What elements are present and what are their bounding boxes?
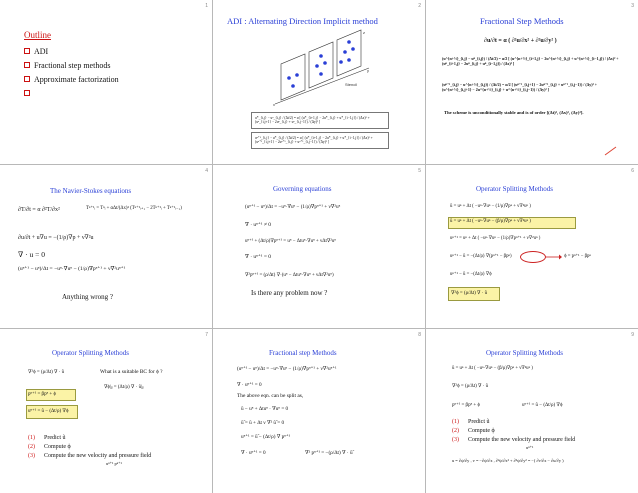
page-number: 7 <box>205 332 208 338</box>
bc-equation: ∇ϕ|ᵦ = (Δt/ρ) ∇ · ũ|ᵦ <box>104 385 144 390</box>
velocity-update: uⁿ⁺¹ = ũ − (Δt/ρ) ∇ϕ <box>28 409 69 414</box>
governing-eq-5: ∇²pⁿ⁺¹ = (ρ/Δt) ∇·(uⁿ − Δtuⁿ·∇uⁿ + νΔt∇²uⁿ) <box>245 273 334 278</box>
diffusion-equation: ∂T/∂t = α ∂²T/∂x² <box>18 207 60 213</box>
poisson-equation: ∇²ϕ = (ρ/Δt) ∇ · ũ <box>451 291 488 296</box>
checkbox-bullet-icon <box>24 62 30 68</box>
page-number: 4 <box>205 168 208 174</box>
adi-equation-2: uⁿ⁺¹_{i,j} − u*_{i,j} / (Δt/2) = α [ (u*_{i+1,j} − 2u*_{i,j} + u*_{i−1,j}) / (Δx)² + (uⁿ⁺¹_{i,j+1} − 2uⁿ⁺¹_{i,j} + uⁿ⁺¹_{i,j−1}) / (Δy)² ] <box>251 132 389 149</box>
governing-eq-4: ∇ · uⁿ⁺¹ = 0 <box>245 254 272 260</box>
slide-fractional-step <box>426 0 638 164</box>
arrow-icon <box>546 253 562 261</box>
svg-text:z: z <box>363 30 365 35</box>
split-eq-3: uⁿ⁺¹ = uⁿ + Δt ( −uⁿ·∇uⁿ − (1/ρ)∇pⁿ⁺¹ + ν∇²uⁿ ) <box>450 236 541 241</box>
slide-title: Operator Splitting Methods <box>52 349 129 357</box>
slide-title: ADI : Alternating Direction Implicit method <box>227 16 378 26</box>
stability-note: The scheme is unconditionally stable and is of order [(Δt)², (Δx)², (Δy)²]. <box>444 110 584 115</box>
slide-operator-splitting-3 <box>426 329 638 493</box>
slide-operator-splitting-2 <box>0 329 212 493</box>
split-eq-4: uⁿ⁺¹ − ũ = −(Δt/ρ) ∇(pⁿ⁺¹ − βpⁿ) <box>450 254 512 259</box>
fs-eq-2: ∇ · uⁿ⁺¹ = 0 <box>237 382 262 388</box>
outline-item <box>24 86 119 100</box>
slide-title: Operator Splitting Methods <box>486 349 563 357</box>
heat-equation: ∂u/∂t = α ( ∂²u/∂x² + ∂²u/∂y² ) <box>484 38 557 44</box>
slide-title: Governing equations <box>273 185 332 193</box>
streamfunction-equation: u = ∂ψ/∂y , v = −∂ψ/∂x , ∂²ψ/∂x² + ∂²ψ/∂y² = −( ∂v/∂x − ∂u/∂y ) <box>452 458 564 463</box>
pen-mark-icon <box>604 146 618 156</box>
slide-fractional-step-ns <box>213 329 425 493</box>
page-number: 8 <box>418 332 421 338</box>
slide-title: Outline <box>24 30 51 40</box>
slide-operator-splitting-1 <box>426 165 638 328</box>
fs-eq-4: ũ̃ = ũ + Δt ν ∇² ũ̃ = 0 <box>241 420 285 426</box>
step-3-symbols: uⁿ⁺¹ pⁿ⁺¹ <box>106 461 122 466</box>
slide-title: Fractional Step Methods <box>480 16 564 26</box>
svg-text:x: x <box>273 102 275 107</box>
page-number: 3 <box>631 3 634 9</box>
poisson-equation: ∇²ϕ = (ρ/Δt) ∇ · ũ <box>28 370 65 375</box>
slide-outline <box>0 0 212 164</box>
outline-list <box>24 44 119 100</box>
steps-list <box>28 433 151 460</box>
governing-eq-3: uⁿ⁺¹ + (Δt/ρ)∇pⁿ⁺¹ = uⁿ − Δtuⁿ·∇uⁿ + νΔt∇²uⁿ <box>245 239 336 244</box>
adi-grid-diagram <box>271 28 381 108</box>
implicit-scheme-equation: Tⁿ⁺¹ᵢ = Tⁿᵢ + αΔt/(Δx)² (Tⁿ⁺¹ᵢ₊₁ − 2Tⁿ⁺¹ᵢ + Tⁿ⁺¹ᵢ₋₁) <box>86 206 182 211</box>
fs-eq-3: ũ − uⁿ + Δtuⁿ · ∇uⁿ = 0 <box>241 406 289 412</box>
slide-title: The Navier-Stokes equations <box>50 187 132 195</box>
os-eq-3: pⁿ⁺¹ = βpⁿ + ϕ <box>452 403 481 408</box>
split-eq-6: uⁿ⁺¹ − ũ = −(Δt/ρ) ∇ϕ <box>450 272 492 277</box>
question-text: Is there any problem now ? <box>251 289 328 297</box>
os-eq-1: ũ = uⁿ + Δt ( −uⁿ·∇uⁿ − (β/ρ)∇pⁿ + ν∇²uⁿ ) <box>452 366 533 371</box>
checkbox-bullet-icon <box>24 48 30 54</box>
slide-title: Fractional step Methods <box>269 349 337 357</box>
page-number: 2 <box>418 3 421 9</box>
checkbox-bullet-icon <box>24 90 30 96</box>
question-text: Anything wrong ? <box>62 293 113 301</box>
os-eq-4: uⁿ⁺¹ = ũ − (Δt/ρ) ∇ϕ <box>522 403 563 408</box>
half-step-equation: (u^{n+½}_{i,j} − uⁿ_{i,j}) / (Δt/2) = α/2 [ (u^{n+½}_{i+1,j} − 2u^{n+½}_{i,j} + u^{n+½}_{i−1,j}) / (Δx)² + (uⁿ_{i+1,j} − 2uⁿ_{i,j} + uⁿ_{i−1,j}) / (Δx)² ] <box>442 56 619 67</box>
highlight-box <box>520 251 546 263</box>
pressure-update: pⁿ⁺¹ = βpⁿ + ϕ <box>28 392 57 397</box>
step-item: (3) Compute the new velocity and pressure field <box>452 436 576 443</box>
fs-eq-5: uⁿ⁺¹ = ũ̃ − (Δt/ρ) ∇ pⁿ⁺¹ <box>241 434 291 440</box>
svg-text:Stencil: Stencil <box>345 82 358 87</box>
page-number: 1 <box>205 3 208 9</box>
split-eq-2: ũ = uⁿ + Δt ( −uⁿ·∇uⁿ − (β/ρ)∇pⁿ + ν∇²uⁿ ) <box>450 219 531 224</box>
continuity-equation: ∇ · u = 0 <box>18 250 45 259</box>
slide-governing-equations <box>213 165 425 328</box>
slide-navier-stokes <box>0 165 212 328</box>
page-number: 5 <box>418 168 421 174</box>
full-step-equation: (uⁿ⁺¹_{i,j} − u^{n+½}_{i,j}) / (Δt/2) = α/2 [ (uⁿ⁺¹_{i,j+1} − 2uⁿ⁺¹_{i,j} + uⁿ⁺¹_{i,j−1}) / (Δy)² + (u^{n+½}_{i,j+1} − 2u^{n+½}_{i,j} + u^{n+½}_{i,j−1}) / (Δy)² ] <box>442 82 598 93</box>
governing-eq-2: ∇ · uⁿ⁺¹ ≠ 0 <box>245 222 271 228</box>
os-eq-2: ∇²ϕ = (ρ/Δt) ∇ · ũ <box>452 384 489 389</box>
step-item: (3) Compute the new velocity and pressure field <box>28 452 152 459</box>
bc-question: What is a suitable BC for ϕ ? <box>100 369 163 375</box>
page-number: 6 <box>631 168 634 174</box>
page-number: 9 <box>631 332 634 338</box>
step-item: (2) Compute ϕ <box>452 427 495 434</box>
governing-eq-1: (uⁿ⁺¹ − uⁿ)/Δt = −uⁿ·∇uⁿ − (1/ρ)∇pⁿ⁺¹ + ν∇²uⁿ <box>245 204 341 210</box>
phi-definition: ϕ = pⁿ⁺¹ − βpⁿ <box>564 254 591 259</box>
step-3-symbol: uⁿ⁺¹ <box>526 445 534 450</box>
step-item: (1) Predict ũ <box>452 418 490 425</box>
fs-eq-7: ∇² pⁿ⁺¹ = −(ρ/Δt) ∇ · ũ̃ <box>305 450 353 456</box>
outline-item: ADI <box>24 44 119 58</box>
svg-text:y: y <box>367 68 369 73</box>
outline-item: Approximate factorization <box>24 72 119 86</box>
momentum-equation: ∂u/∂t + u∇u = −(1/ρ)∇p + ν∇²u <box>18 235 94 241</box>
outline-item: Fractional step methods <box>24 58 119 72</box>
adi-equation-1: u*_{i,j} − uⁿ_{i,j} / (Δt/2) = α [ (u*_{i+1,j} − 2u*_{i,j} + u*_{i−1,j}) / (Δx)² + (uⁿ_{i,j+1} − 2uⁿ_{i,j} + uⁿ_{i,j−1}) / (Δy)² ] <box>251 112 389 129</box>
checkbox-bullet-icon <box>24 76 30 82</box>
step-item: (2) Compute ϕ <box>28 443 71 450</box>
fs-eq-1: (uⁿ⁺¹ − uⁿ)/Δt = −uⁿ·∇uⁿ − (1/ρ)∇pⁿ⁺¹ + ν∇²uⁿ⁺¹ <box>237 366 337 372</box>
split-note: The above eqn. can be split as, <box>237 393 304 399</box>
slide-title: Operator Splitting Methods <box>476 185 553 193</box>
slide-adi <box>213 0 425 164</box>
discrete-momentum-equation: (uⁿ⁺¹ − uⁿ)/Δt = −uⁿ·∇uⁿ − (1/ρ)∇pⁿ⁺¹ + ν∇²uⁿ⁺¹ <box>18 266 126 272</box>
steps-list <box>452 417 575 444</box>
step-item: (1) Predict ũ <box>28 434 66 441</box>
split-eq-1: ũ = uⁿ + Δt ( −uⁿ·∇uⁿ − (1/ρ)∇pⁿ + ν∇²uⁿ ) <box>450 204 531 209</box>
fs-eq-6: ∇ · uⁿ⁺¹ = 0 <box>241 450 266 456</box>
